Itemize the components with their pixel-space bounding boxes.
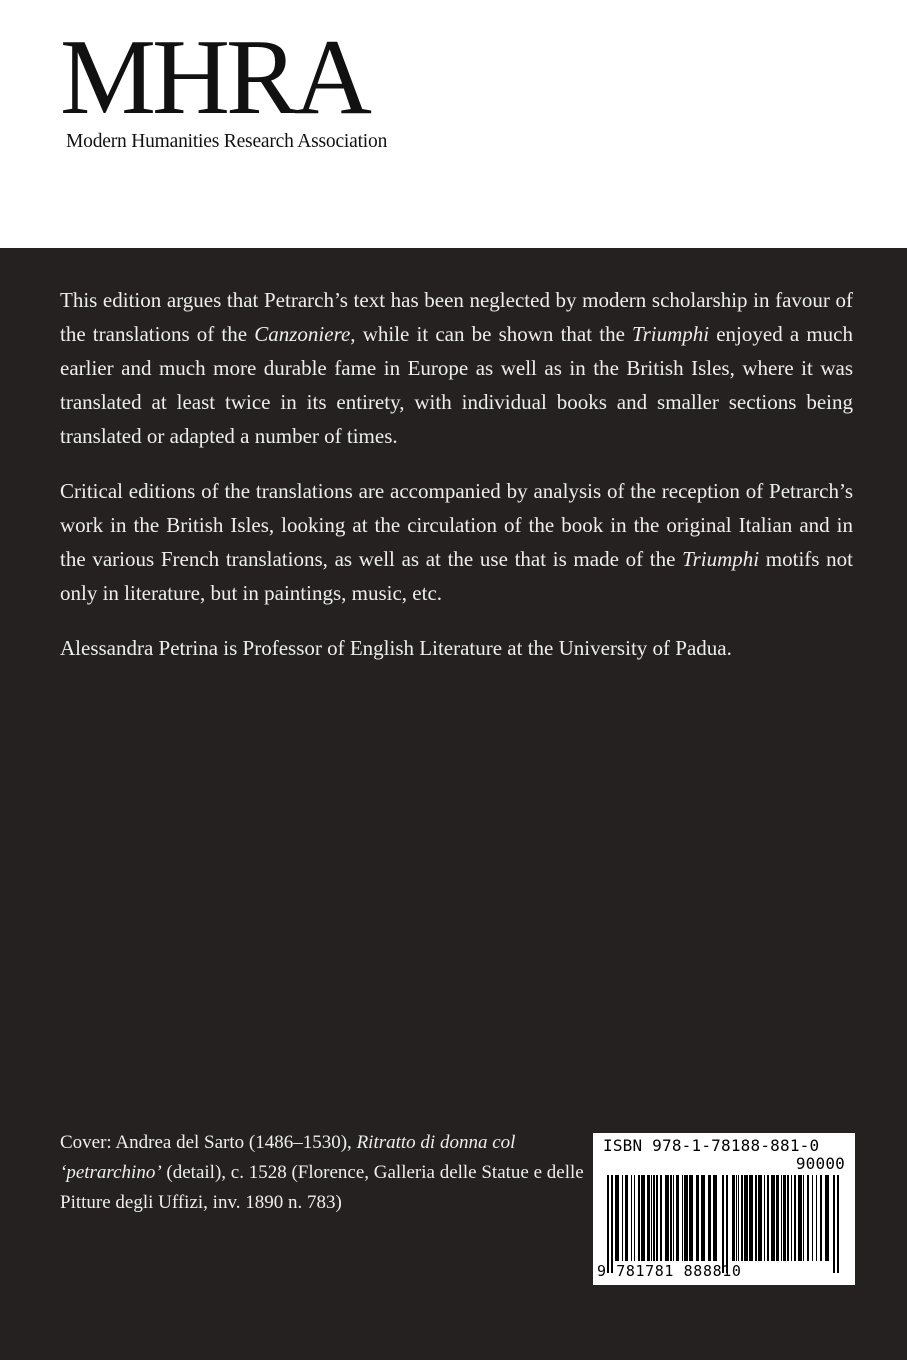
italic-title: Canzoniere xyxy=(254,322,351,346)
barcode-bar xyxy=(764,1175,765,1261)
barcode-bar xyxy=(738,1175,739,1261)
barcode-bar xyxy=(625,1175,628,1261)
barcode-bar xyxy=(732,1175,735,1261)
barcode-bar xyxy=(744,1175,748,1261)
barcode-bar xyxy=(696,1175,699,1261)
text-run: This edition argues that Petrarch’s text has been neglected by modern scholarship in favour of the translations of the xyxy=(60,288,853,346)
barcode-bar xyxy=(647,1175,650,1261)
barcode-bar xyxy=(713,1175,717,1261)
barcode-bar xyxy=(708,1175,711,1261)
text-run: motifs not only in literature, but in paintings, music, etc. xyxy=(60,547,853,605)
italic-title: Ritratto di donna col ‘petrarchino’ xyxy=(60,1132,516,1183)
barcode-bar xyxy=(622,1175,623,1261)
barcode-bar xyxy=(749,1175,753,1261)
author-bio: Alessandra Petrina is Professor of English Literature at the University of Padua. xyxy=(60,636,732,660)
barcode-bar xyxy=(794,1175,796,1261)
barcode-bar xyxy=(689,1175,693,1261)
publisher-name: Modern Humanities Research Association xyxy=(66,131,388,152)
isbn-barcode xyxy=(593,1133,855,1285)
barcode-bar xyxy=(825,1175,829,1261)
barcode-bar xyxy=(833,1175,835,1273)
barcode-bar xyxy=(638,1175,640,1261)
barcode-bar xyxy=(781,1175,782,1261)
italic-title: Triumphi xyxy=(632,322,710,346)
barcode-bar xyxy=(665,1175,669,1261)
barcode-bar xyxy=(812,1175,813,1261)
back-cover-blurb xyxy=(60,283,853,686)
barcode-bar xyxy=(758,1175,762,1261)
text-run: enjoyed a much earlier and much more durable fame in Europe as well as in the British Isles, where it was translated at least twice in its entirety, with individual books and smaller sections being translated or adapted a number of times. xyxy=(60,322,853,448)
barcode-bar xyxy=(787,1175,789,1261)
barcode-bar xyxy=(670,1175,672,1261)
barcode-bar xyxy=(653,1175,655,1261)
barcode-bar xyxy=(837,1175,839,1273)
barcode-bar xyxy=(767,1175,769,1261)
barcode-bar xyxy=(673,1175,674,1261)
barcode-bar xyxy=(783,1175,786,1261)
barcode-bar xyxy=(607,1175,609,1273)
barcode-bar xyxy=(682,1175,683,1261)
publisher-header xyxy=(0,0,907,248)
text-run: Critical editions of the translations are accompanied by analysis of the reception of Petrarch’s work in the British Isles, looking at the circulation of the book in the original Italian and in the various French translations, as well as at the use that is made of the xyxy=(60,479,853,571)
barcode-bar xyxy=(776,1175,779,1261)
barcode-bar xyxy=(651,1175,652,1261)
publisher-logo: MHRA xyxy=(60,18,369,137)
text-run: Cover: Andrea del Sarto (1486–1530), xyxy=(60,1132,357,1153)
text-run: , while it can be shown that the xyxy=(350,322,633,346)
cover-credit xyxy=(60,1128,590,1218)
text-run: (detail), c. 1528 (Florence, Galleria delle Statue e delle Pitture degli Uffizi, inv. 1890 n. 783) xyxy=(60,1162,584,1213)
barcode-bar xyxy=(641,1175,645,1261)
blurb-paragraph-1 xyxy=(60,283,853,453)
barcode-bar xyxy=(615,1175,619,1261)
barcode-bar xyxy=(684,1175,688,1261)
barcode-bar xyxy=(771,1175,775,1261)
barcode-bar xyxy=(726,1175,728,1273)
barcode-bar xyxy=(803,1175,804,1261)
barcode-bar xyxy=(722,1175,724,1273)
isbn-label: ISBN 978-1-78188-881-0 xyxy=(603,1136,820,1155)
barcode-bar xyxy=(634,1175,635,1261)
price-code: 90000 xyxy=(795,1154,845,1173)
barcode-bar xyxy=(656,1175,658,1261)
barcode-bar xyxy=(701,1175,705,1261)
italic-title: Triumphi xyxy=(682,547,760,571)
barcode-bar xyxy=(660,1175,662,1261)
barcode-bar xyxy=(791,1175,792,1261)
barcode-bar xyxy=(741,1175,743,1261)
barcode-bar xyxy=(611,1175,613,1273)
barcode-bar xyxy=(736,1175,737,1261)
barcode-bar xyxy=(676,1175,679,1261)
barcode-bar xyxy=(631,1175,632,1261)
barcode-bar xyxy=(816,1175,817,1261)
barcode-bar xyxy=(755,1175,757,1261)
barcode-bar xyxy=(807,1175,809,1261)
ean-digits: 9 781781 888810 xyxy=(597,1262,742,1280)
blurb-paragraph-2 xyxy=(60,474,853,610)
barcode-bar xyxy=(820,1175,822,1261)
barcode-bar xyxy=(798,1175,802,1261)
